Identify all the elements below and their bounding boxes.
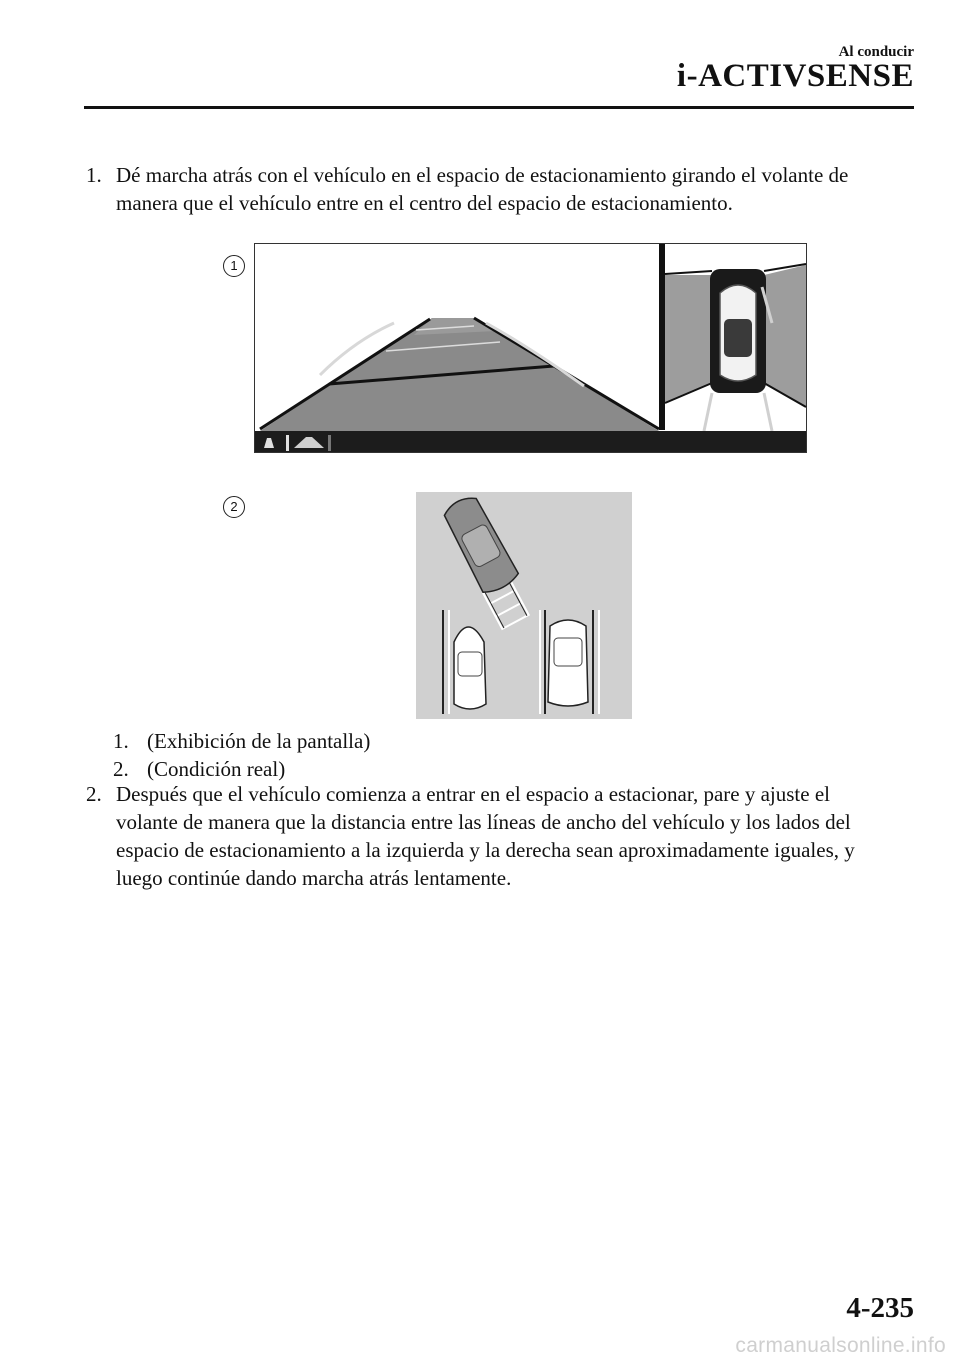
legend-2-text: (Condición real) [147, 757, 286, 781]
step-2-line-1: Después que el vehículo comienza a entrar en el espacio a estacionar, pare y ajuste el [116, 782, 830, 806]
header-title: i-ACTIVSENSE [676, 58, 914, 94]
callout-2: 2 [223, 496, 245, 518]
header-rule [84, 106, 914, 109]
legend-2-number: 2. [113, 757, 129, 781]
step-1-line-2: manera que el vehículo entre en el centro del espacio de estacionamiento. [116, 191, 733, 215]
callout-1: 1 [223, 255, 245, 277]
step-1 [82, 161, 912, 221]
legend-1-text: (Exhibición de la pantalla) [147, 729, 371, 753]
step-2-line-4: luego continúe dando marcha atrás lentamente. [116, 866, 512, 890]
legend-1-number: 1. [113, 729, 129, 753]
step-2 [82, 780, 912, 896]
step-1-number: 1. [86, 163, 102, 187]
step-1-line-1: Dé marcha atrás con el vehículo en el espacio de estacionamiento girando el volante de [116, 163, 849, 187]
figure-legend-2 [113, 755, 513, 783]
parked-car-left [454, 627, 486, 709]
step-2-number: 2. [86, 782, 102, 806]
header-section-label: Al conducir [838, 44, 914, 60]
figure-legend-1 [113, 727, 513, 755]
parked-car-right [548, 620, 588, 706]
camera-display-figure [254, 243, 807, 453]
step-2-line-2: volante de manera que la distancia entre las líneas de ancho del vehículo y los lados del [116, 810, 851, 834]
actual-condition-figure [416, 492, 632, 719]
watermark: carmanualsonline.info [735, 1334, 946, 1357]
step-2-line-3: espacio de estacionamiento a la izquierda y la derecha sean aproximadamente iguales, y [116, 838, 855, 862]
page-number: 4-235 [846, 1292, 914, 1324]
